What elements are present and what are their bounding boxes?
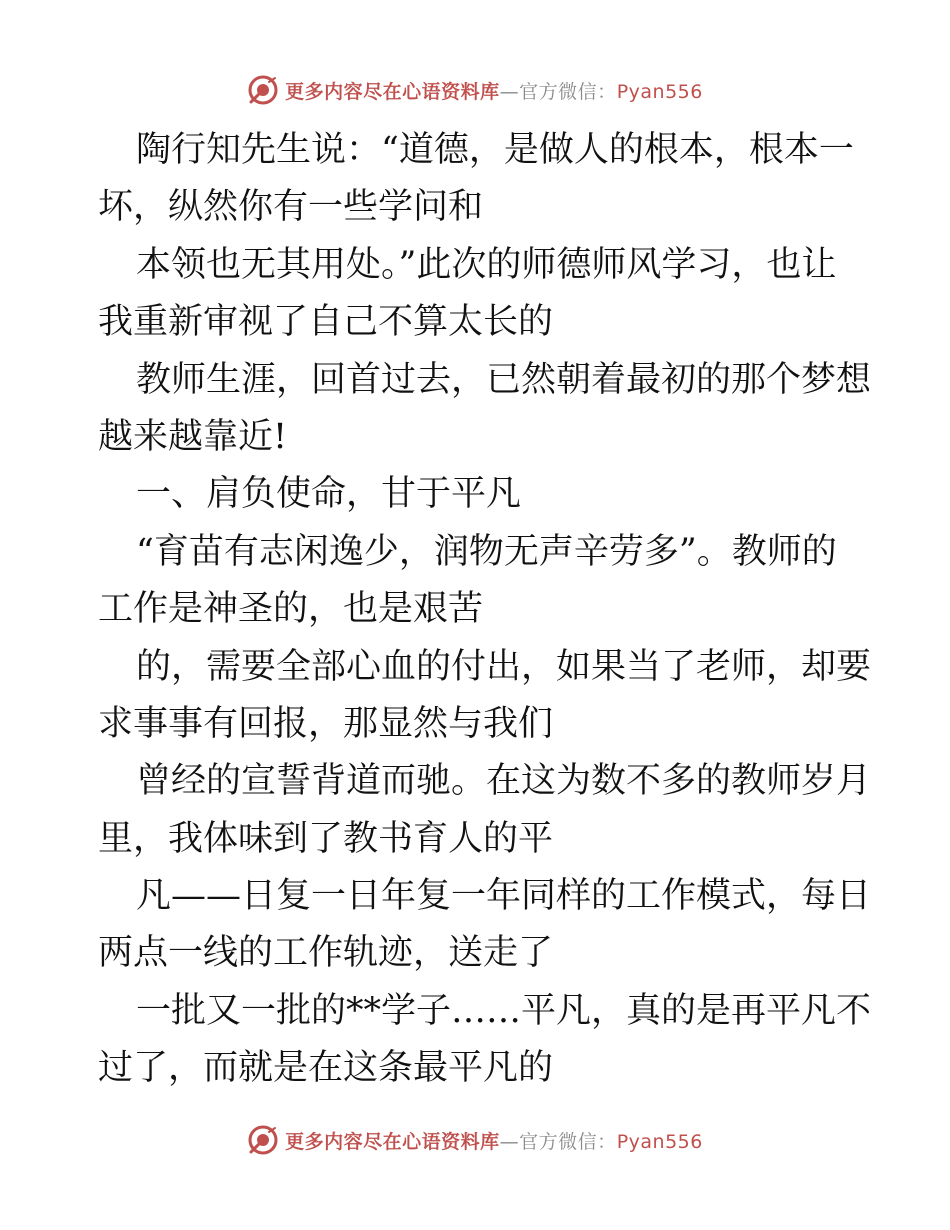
body-line: 里，我体味到了教书育人的平 [98, 818, 554, 859]
red-circle-pen-logo-icon [247, 1124, 279, 1156]
header-banner-text [285, 77, 703, 104]
banner-wechat-id: Pyan556 [616, 80, 703, 103]
banner-separator-text: —官方微信： [499, 80, 617, 103]
body-line: 我重新审视了自己不算太长的 [98, 302, 554, 343]
red-circle-pen-logo-icon [247, 74, 279, 106]
body-line: “育苗有志闲逸少，润物无声辛劳多”。教师的 [136, 531, 837, 572]
body-line: 本领也无其用处。”此次的师德师风学习，也让 [136, 244, 837, 285]
body-line: 陶行知先生说：“道德，是做人的根本，根本一 [136, 130, 854, 170]
body-line: 越来越靠近! [98, 416, 288, 457]
body-line: 曾经的宣誓背道而驰。在这为数不多的教师岁月 [136, 761, 872, 802]
body-line: 教师生涯，回首过去，已然朝着最初的那个梦想 [136, 359, 872, 400]
body-line: 求事事有回报，那显然与我们 [98, 703, 554, 744]
body-line: 的，需要全部心血的付出，如果当了老师，却要 [136, 646, 872, 687]
banner-main-text: 更多内容尽在心语资料库 [285, 1130, 500, 1153]
footer-banner [0, 1120, 950, 1160]
body-line: 坏，纵然你有一些学问和 [98, 187, 484, 228]
body-line: 过了，而就是在这条最平凡的 [98, 1048, 554, 1089]
body-line: 一批又一批的**学子……平凡，真的是再平凡不 [136, 990, 872, 1031]
section-heading: 一、肩负使命，甘于平凡 [136, 474, 522, 515]
body-line: 凡——日复一日年复一年同样的工作模式，每日 [136, 876, 872, 917]
body-line: 工作是神圣的，也是艰苦 [98, 589, 484, 630]
banner-wechat-id: Pyan556 [616, 1130, 703, 1153]
header-banner [0, 70, 950, 110]
footer-banner-text [285, 1127, 703, 1154]
document-body [98, 122, 872, 1098]
banner-separator-text: —官方微信： [499, 1130, 617, 1153]
banner-main-text: 更多内容尽在心语资料库 [285, 80, 500, 103]
body-line: 两点一线的工作轨迹，送走了 [98, 933, 554, 974]
